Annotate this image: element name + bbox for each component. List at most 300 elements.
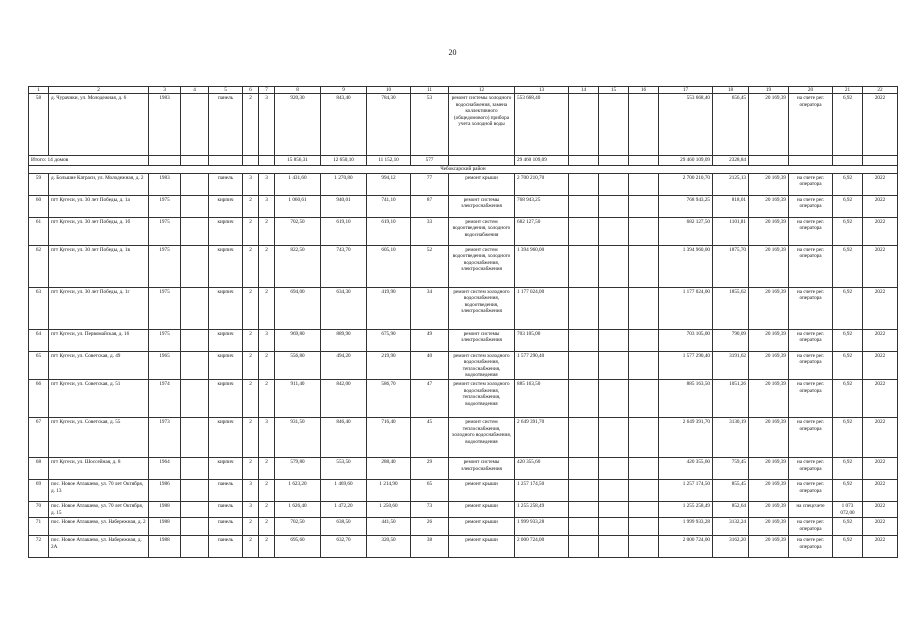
funding-method-cell: на счете рег. оператора (789, 329, 833, 351)
limit-cell: 20 169,39 (749, 173, 789, 195)
limit-cell: 20 169,39 (749, 287, 789, 329)
empty-cell (569, 480, 599, 502)
floors-cell: 2 (243, 245, 259, 287)
empty-cell (629, 458, 659, 480)
cost-total-cell: 682 127,50 (659, 217, 713, 245)
funding-method-cell: на счете рег. оператора (789, 380, 833, 418)
column-number-cell: 9 (321, 87, 367, 94)
funding-method-cell: на счете рег. оператора (789, 458, 833, 480)
funding-method-cell: на счете рег. оператора (789, 536, 833, 558)
premises-area-cell: 638,50 (321, 518, 367, 536)
entrances-cell: 3 (259, 418, 275, 458)
address-cell: д. Чурачики, ул. Молодежная, д. 6 (49, 94, 149, 156)
row-number-cell: 62 (29, 245, 49, 287)
empty-cell (599, 418, 629, 458)
completion-year-cell: 2022 (863, 418, 898, 458)
table-row (29, 536, 898, 558)
limit-cell: 20 169,39 (749, 458, 789, 480)
residents-cell: 38 (411, 536, 449, 558)
wall-material-cell: кирпич (209, 380, 243, 418)
living-area-cell: 1 250,60 (367, 502, 411, 518)
column-number-cell: 5 (209, 87, 243, 94)
total-area-cell: 822,50 (275, 245, 321, 287)
entrances-cell: 3 (259, 195, 275, 217)
row-number-cell: 59 (29, 173, 49, 195)
completion-year-cell: 2022 (863, 458, 898, 480)
entrances-cell: 2 (259, 217, 275, 245)
entrances-cell: 3 (259, 173, 275, 195)
empty-cell (749, 156, 789, 166)
row-number-cell: 58 (29, 94, 49, 156)
column-number-cell: 16 (629, 87, 659, 94)
total-area-cell: 931,50 (275, 418, 321, 458)
residents-cell: 47 (411, 380, 449, 418)
entrances-cell: 2 (259, 245, 275, 287)
limit-cell: 20 169,39 (749, 518, 789, 536)
living-area-cell: 441,50 (367, 518, 411, 536)
year-cell: 1983 (149, 173, 181, 195)
total-area-cell: 1 623,20 (275, 480, 321, 502)
work-type-cell: ремонт системы электроснабжения (449, 458, 515, 480)
cost-cell: 1 255 258,49 (515, 502, 569, 518)
work-type-cell: ремонт систем теплоснабжения, холодного водоснабжения, водоотведения (449, 418, 515, 458)
year-cell: 1986 (149, 480, 181, 502)
table-row (29, 351, 898, 380)
year-cell: 1964 (149, 458, 181, 480)
table-row (29, 329, 898, 351)
completion-year-cell: 2022 (863, 173, 898, 195)
work-type-cell: ремонт системы электроснабжения (449, 329, 515, 351)
address-cell: пгт Кугеси, ул. Советская, д. 55 (49, 418, 149, 458)
wall-material-cell: кирпич (209, 458, 243, 480)
entrances-cell: 2 (259, 287, 275, 329)
tariff-cell: 6,92 (833, 380, 863, 418)
work-type-cell: ремонт систем водоотведения, холодного водоснабжения (449, 217, 515, 245)
limit-cell: 20 169,39 (749, 94, 789, 156)
premises-area-cell: 842,00 (321, 380, 367, 418)
empty-cell (569, 329, 599, 351)
limit-cell: 20 169,39 (749, 502, 789, 518)
cost-per-m2-cell: 2125,13 (713, 173, 749, 195)
cost-per-m2-cell: 3132,24 (713, 518, 749, 536)
address-cell: пгт Кугеси, ул. Первомайская, д. 16 (49, 329, 149, 351)
funding-method-cell: на счете рег. оператора (789, 418, 833, 458)
column-number-cell: 21 (833, 87, 863, 94)
residents-cell: 34 (411, 287, 449, 329)
work-type-cell: ремонт крыши (449, 518, 515, 536)
address-cell: пгт Кугеси, ул. 30 лет Победы, д. 1а (49, 195, 149, 217)
cost-per-m2-cell: 656,45 (713, 94, 749, 156)
cost-total-cell: 2 000 724,00 (659, 536, 713, 558)
living-area-cell: 320,50 (367, 536, 411, 558)
cost-cell: 2 649 391,70 (515, 418, 569, 458)
premises-area-cell: 632,70 (321, 536, 367, 558)
cost-total-cell: 768 943,25 (659, 195, 713, 217)
empty-cell (599, 173, 629, 195)
work-type-cell: ремонт систем холодного водоснабжения, теплоснабжения, водоотведения (449, 380, 515, 418)
total-area-cell: 695,60 (275, 536, 321, 558)
empty-cell (149, 156, 181, 166)
completion-year-cell: 2022 (863, 94, 898, 156)
cost-per-m2-cell: 852,64 (713, 502, 749, 518)
floors-cell: 2 (243, 458, 259, 480)
residents-cell: 52 (411, 245, 449, 287)
empty-cell (833, 156, 863, 166)
cost-cell: 420 355,60 (515, 458, 569, 480)
total-area-cell: 702,50 (275, 217, 321, 245)
empty-cell (629, 287, 659, 329)
tariff-cell: 6,92 (833, 287, 863, 329)
total-cost-total-cell: 29 460 109,09 (659, 156, 713, 166)
wall-material-cell: кирпич (209, 418, 243, 458)
table-body (29, 87, 898, 558)
floors-cell: 3 (243, 480, 259, 502)
district-name: Чебоксарский район (29, 166, 898, 173)
column-number-row (29, 87, 898, 94)
year-cell: 1983 (149, 94, 181, 156)
cost-cell: 1 577 290,40 (515, 351, 569, 380)
cost-per-m2-cell: 818,01 (713, 195, 749, 217)
cost-total-cell: 1 999 933,28 (659, 518, 713, 536)
empty-cell (599, 351, 629, 380)
address-cell: пос. Новое Атлашево, ул. 70 лет Октября, д. 15 (49, 502, 149, 518)
living-area-cell: 419,90 (367, 287, 411, 329)
empty-cell (629, 380, 659, 418)
work-type-cell: ремонт крыши (449, 502, 515, 518)
cost-total-cell: 553 668,40 (659, 94, 713, 156)
row-number-cell: 70 (29, 502, 49, 518)
column-number-cell: 10 (367, 87, 411, 94)
empty-cell (599, 329, 629, 351)
funding-method-cell: на спецсчете (789, 502, 833, 518)
year-cell: 1965 (149, 351, 181, 380)
row-number-cell: 68 (29, 458, 49, 480)
total-area-cell: 694,00 (275, 287, 321, 329)
cost-cell: 2 000 724,00 (515, 536, 569, 558)
living-area-cell: 605,10 (367, 245, 411, 287)
tariff-cell: 6,92 (833, 245, 863, 287)
year-cell: 1975 (149, 329, 181, 351)
premises-area-cell: 889,90 (321, 329, 367, 351)
limit-cell: 20 169,39 (749, 217, 789, 245)
empty-cell (629, 195, 659, 217)
living-area-cell: 741,10 (367, 195, 411, 217)
limit-cell: 20 169,39 (749, 380, 789, 418)
wall-material-cell: кирпич (209, 351, 243, 380)
empty-cell (181, 351, 209, 380)
tariff-cell: 6,92 (833, 536, 863, 558)
address-cell: пос. Новое Атлашево, ул. Набережная, д. 2 (49, 518, 149, 536)
empty-cell (181, 536, 209, 558)
funding-method-cell: на счете рег. оператора (789, 195, 833, 217)
year-cell: 1975 (149, 287, 181, 329)
empty-cell (569, 94, 599, 156)
column-number-cell: 18 (713, 87, 749, 94)
empty-cell (181, 287, 209, 329)
empty-cell (209, 156, 243, 166)
cost-per-m2-cell: 1875,70 (713, 245, 749, 287)
empty-cell (449, 156, 515, 166)
cost-per-m2-cell: 1101,81 (713, 217, 749, 245)
year-cell: 1975 (149, 245, 181, 287)
column-number-cell: 19 (749, 87, 789, 94)
empty-cell (181, 458, 209, 480)
premises-area-cell: 843,40 (321, 94, 367, 156)
premises-area-cell: 940,01 (321, 195, 367, 217)
table-row (29, 94, 898, 156)
work-type-cell: ремонт систем холодного водоснабжения, водоотведения, электроснабжения (449, 287, 515, 329)
wall-material-cell: панель (209, 502, 243, 518)
cost-per-m2-cell: 3191,62 (713, 351, 749, 380)
empty-cell (599, 458, 629, 480)
residents-cell: 65 (411, 480, 449, 502)
entrances-cell: 3 (259, 94, 275, 156)
address-cell: пгт Кугеси, ул. 30 лет Победы, д. 1в (49, 245, 149, 287)
funding-method-cell: на счете рег. оператора (789, 173, 833, 195)
total-area-cell: 911,40 (275, 380, 321, 418)
limit-cell: 20 169,39 (749, 195, 789, 217)
empty-cell (181, 380, 209, 418)
residents-cell: 26 (411, 518, 449, 536)
tariff-cell: 6,92 (833, 173, 863, 195)
cost-total-cell: 1 177 024,00 (659, 287, 713, 329)
empty-cell (629, 329, 659, 351)
total-label-cell: Итого: 14 домов (29, 156, 149, 166)
work-type-cell: ремонт крыши (449, 480, 515, 502)
entrances-cell: 2 (259, 458, 275, 480)
empty-cell (569, 380, 599, 418)
column-number-cell: 8 (275, 87, 321, 94)
limit-cell: 20 169,39 (749, 418, 789, 458)
completion-year-cell: 2022 (863, 536, 898, 558)
empty-cell (181, 418, 209, 458)
funding-method-cell: на счете рег. оператора (789, 480, 833, 502)
column-number-cell: 7 (259, 87, 275, 94)
total-cost-cell: 29 460 109,09 (515, 156, 569, 166)
funding-method-cell: на счете рег. оператора (789, 217, 833, 245)
total-area-cell: 1 060,61 (275, 195, 321, 217)
wall-material-cell: панель (209, 536, 243, 558)
cost-per-m2-cell: 790,09 (713, 329, 749, 351)
column-number-cell: 14 (569, 87, 599, 94)
cost-cell: 1 999 933,28 (515, 518, 569, 536)
wall-material-cell: кирпич (209, 287, 243, 329)
year-cell: 1974 (149, 380, 181, 418)
residents-cell: 33 (411, 217, 449, 245)
table-row (29, 195, 898, 217)
row-number-cell: 63 (29, 287, 49, 329)
residents-cell: 45 (411, 418, 449, 458)
empty-cell (599, 502, 629, 518)
row-number-cell: 65 (29, 351, 49, 380)
empty-cell (181, 173, 209, 195)
empty-cell (259, 156, 275, 166)
cost-per-m2-cell: 3130,19 (713, 418, 749, 458)
empty-cell (569, 195, 599, 217)
address-cell: пгт Кугеси, ул. Советская, д. 49 (49, 351, 149, 380)
living-area-cell: 675,90 (367, 329, 411, 351)
cost-cell: 2 700 210,70 (515, 173, 569, 195)
column-number-cell: 4 (181, 87, 209, 94)
row-number-cell: 72 (29, 536, 49, 558)
cost-per-m2-cell: 759,45 (713, 458, 749, 480)
entrances-cell: 2 (259, 536, 275, 558)
tariff-cell: 6,92 (833, 351, 863, 380)
column-number-cell: 12 (449, 87, 515, 94)
premises-area-cell: 846,40 (321, 418, 367, 458)
address-cell: пгт Кугеси, ул. 30 лет Победы, д. 1г (49, 287, 149, 329)
cost-cell: 682 127,50 (515, 217, 569, 245)
funding-method-cell: на счете рег. оператора (789, 245, 833, 287)
tariff-cell: 6,92 (833, 480, 863, 502)
table-row (29, 287, 898, 329)
premises-area-cell: 553,50 (321, 458, 367, 480)
completion-year-cell: 2022 (863, 518, 898, 536)
column-number-cell: 2 (49, 87, 149, 94)
row-number-cell: 69 (29, 480, 49, 502)
tariff-cell: 6,92 (833, 418, 863, 458)
total-area-cell: 15 856,31 (275, 156, 321, 166)
premises-area-cell: 743,70 (321, 245, 367, 287)
cost-total-cell: 1 255 258,49 (659, 502, 713, 518)
empty-cell (181, 502, 209, 518)
tariff-cell: 6,92 (833, 195, 863, 217)
empty-cell (599, 94, 629, 156)
empty-cell (629, 156, 659, 166)
empty-cell (569, 173, 599, 195)
empty-cell (629, 217, 659, 245)
empty-cell (569, 351, 599, 380)
premises-area-cell: 1 472,20 (321, 502, 367, 518)
wall-material-cell: панель (209, 518, 243, 536)
completion-year-cell: 2022 (863, 480, 898, 502)
premises-area-cell: 1 469,60 (321, 480, 367, 502)
cost-cell: 1 177 024,00 (515, 287, 569, 329)
district-row (29, 166, 898, 173)
empty-cell (863, 156, 898, 166)
wall-material-cell: кирпич (209, 329, 243, 351)
empty-cell (629, 536, 659, 558)
work-type-cell: ремонт крыши (449, 536, 515, 558)
cost-cell: 1 257 174,50 (515, 480, 569, 502)
table-row (29, 380, 898, 418)
tariff-cell: 6,92 (833, 94, 863, 156)
empty-cell (181, 217, 209, 245)
living-area-cell: 784,30 (367, 94, 411, 156)
limit-cell: 20 169,39 (749, 245, 789, 287)
empty-cell (569, 458, 599, 480)
empty-cell (599, 195, 629, 217)
empty-cell (181, 518, 209, 536)
cost-per-m2-cell: 3162,20 (713, 536, 749, 558)
total-cost-per-m2-cell: 2328,84 (713, 156, 749, 166)
address-cell: пгт Кугеси, ул. Шоссейная, д. 8 (49, 458, 149, 480)
floors-cell: 2 (243, 287, 259, 329)
cost-cell: 1 394 960,00 (515, 245, 569, 287)
floors-cell: 2 (243, 195, 259, 217)
capital-repair-table (28, 86, 898, 558)
row-number-cell: 71 (29, 518, 49, 536)
empty-cell (629, 418, 659, 458)
empty-cell (181, 94, 209, 156)
wall-material-cell: кирпич (209, 195, 243, 217)
funding-method-cell: на счете рег. оператора (789, 287, 833, 329)
tariff-cell: 6,92 (833, 329, 863, 351)
empty-cell (599, 156, 629, 166)
column-number-cell: 15 (599, 87, 629, 94)
residents-cell: 49 (411, 329, 449, 351)
wall-material-cell: панель (209, 480, 243, 502)
living-area-cell: 994,12 (367, 173, 411, 195)
wall-material-cell: панель (209, 94, 243, 156)
living-area-cell: 1 214,90 (367, 480, 411, 502)
empty-cell (569, 536, 599, 558)
empty-cell (789, 156, 833, 166)
cost-cell: 885 163,50 (515, 380, 569, 418)
empty-cell (569, 245, 599, 287)
work-type-cell: ремонт системы электроснабжения (449, 195, 515, 217)
empty-cell (599, 518, 629, 536)
floors-cell: 2 (243, 536, 259, 558)
work-type-cell: ремонт системы холодного водоснабжения, замена коллективного (общедомового) прибора учета холодной воды (449, 94, 515, 156)
empty-cell (629, 245, 659, 287)
empty-cell (569, 502, 599, 518)
empty-cell (599, 380, 629, 418)
total-area-cell: 702,50 (275, 518, 321, 536)
row-number-cell: 64 (29, 329, 49, 351)
wall-material-cell: панель (209, 173, 243, 195)
completion-year-cell: 2022 (863, 351, 898, 380)
table-row (29, 502, 898, 518)
cost-per-m2-cell: 1051,26 (713, 380, 749, 418)
floors-cell: 2 (243, 380, 259, 418)
empty-cell (629, 94, 659, 156)
entrances-cell: 2 (259, 380, 275, 418)
wall-material-cell: кирпич (209, 245, 243, 287)
total-area-cell: 1 626,40 (275, 502, 321, 518)
premises-area-cell: 494,20 (321, 351, 367, 380)
residents-cell: 40 (411, 351, 449, 380)
empty-cell (569, 518, 599, 536)
work-type-cell: ремонт крыши (449, 173, 515, 195)
column-number-cell: 13 (515, 87, 569, 94)
total-row (29, 156, 898, 166)
residents-cell: 77 (411, 173, 449, 195)
year-cell: 1988 (149, 502, 181, 518)
completion-year-cell: 2022 (863, 380, 898, 418)
entrances-cell: 2 (259, 351, 275, 380)
funding-method-cell: на счете рег. оператора (789, 518, 833, 536)
column-number-cell: 1 (29, 87, 49, 94)
column-number-cell: 3 (149, 87, 181, 94)
table-row (29, 418, 898, 458)
floors-cell: 2 (243, 351, 259, 380)
year-cell: 1975 (149, 217, 181, 245)
empty-cell (569, 217, 599, 245)
table-row (29, 173, 898, 195)
entrances-cell: 2 (259, 480, 275, 502)
address-cell: пгт Кугеси, ул. Советская, д. 51 (49, 380, 149, 418)
funding-method-cell: на счете рег. оператора (789, 94, 833, 156)
completion-year-cell: 2022 (863, 287, 898, 329)
address-cell: пгт Кугеси, ул. 30 лет Победы, д. 1б (49, 217, 149, 245)
cost-per-m2-cell: 1855,62 (713, 287, 749, 329)
year-cell: 1988 (149, 518, 181, 536)
total-area-cell: 556,80 (275, 351, 321, 380)
column-number-cell: 17 (659, 87, 713, 94)
cost-total-cell: 420 355,60 (659, 458, 713, 480)
cost-total-cell: 1 257 174,50 (659, 480, 713, 502)
